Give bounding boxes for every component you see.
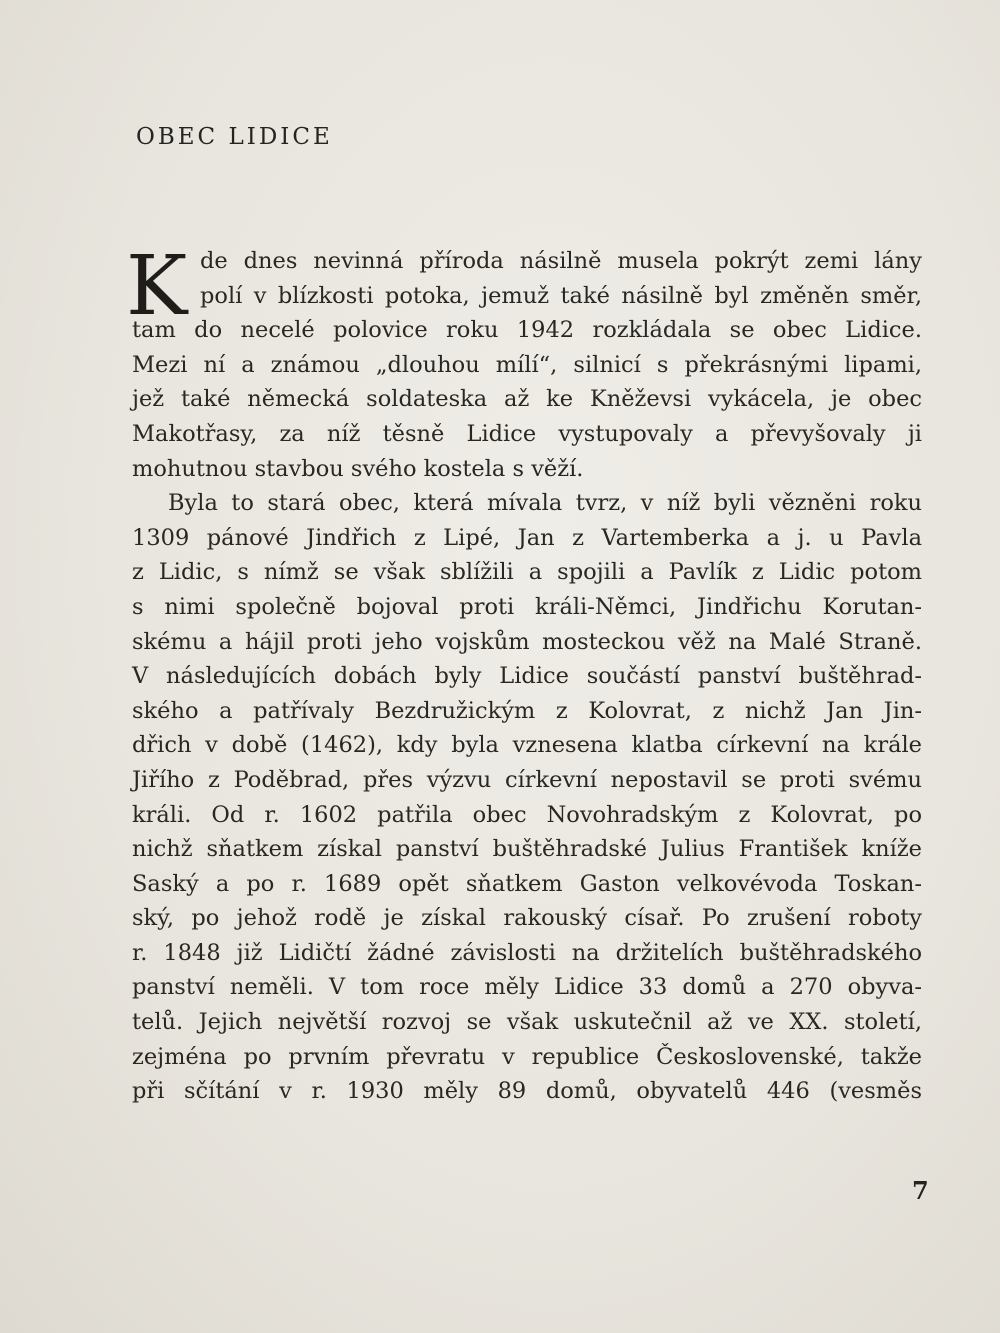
text-line: skému a hájil proti jeho vojskům mosteckou věž na Malé Straně.	[132, 628, 922, 655]
text-line: Jiřího z Poděbrad, přes výzvu církevní nepostavil se proti svému	[132, 766, 922, 793]
text-line: nichž sňatkem získal panství buštěhradské Julius František kníže	[132, 836, 922, 863]
paragraph-1	[132, 244, 922, 486]
text-line: 1309 pánové Jindřich z Lipé, Jan z Vartemberka a j. u Pavla	[132, 524, 922, 551]
body-text	[126, 239, 922, 1109]
text-line: tam do necelé polovice roku 1942 rozkládala se obec Lidice.	[132, 317, 922, 344]
text-line: z Lidic, s nímž se však sblížili a spojili a Pavlík z Lidic potom	[132, 559, 922, 586]
text-line: dřich v době (1462), kdy byla vznesena klatba církevní na krále	[132, 732, 922, 759]
drop-cap: K	[126, 239, 188, 334]
text-line: polí v blízkosti potoka, jemuž také násilně byl změněn směr,	[200, 282, 922, 309]
text-line: králi. Od r. 1602 patřila obec Novohradským z Kolovrat, po	[132, 801, 922, 828]
text-line: Saský a po r. 1689 opět sňatkem Gaston velkovévoda Toskan-	[132, 870, 922, 897]
text-line: r. 1848 již Lidičtí žádné závislosti na držitelích buštěhradského	[132, 939, 922, 966]
text-line: de dnes nevinná příroda násilně musela pokrýt zemi lány	[200, 248, 922, 274]
text-line: telů. Jejich největší rozvoj se však uskutečnil až ve XX. století,	[132, 1009, 922, 1036]
text-line: Makotřasy, za níž těsně Lidice vystupovaly a převyšovaly ji	[132, 420, 922, 447]
text-line: s nimi společně bojoval proti králi-Němci, Jindřichu Korutan-	[132, 593, 922, 620]
text-line: zejména po prvním převratu v republice Československé, takže	[132, 1043, 922, 1070]
text-line: Byla to stará obec, která mívala tvrz, v níž byli vězněni roku	[168, 490, 922, 517]
text-line: při sčítání v r. 1930 měly 89 domů, obyvatelů 446 (vesměs	[132, 1078, 922, 1105]
text-line: ského a patřívaly Bezdružickým z Kolovrat, z nichž Jan Jin-	[132, 697, 922, 724]
text-line: ský, po jehož rodě je získal rakouský císař. Po zrušení roboty	[132, 905, 922, 932]
text-line: Mezi ní a známou „dlouhou mílí“, silnicí s překrásnými lipami,	[132, 351, 922, 378]
text-line: panství neměli. V tom roce měly Lidice 33 domů a 270 obyva-	[132, 974, 922, 1001]
text-line: jež také německá soldateska až ke Kněževsi vykácela, je obec	[132, 386, 922, 413]
text-line: mohutnou stavbou svého kostela s věží.	[132, 455, 584, 482]
paragraph-2	[132, 486, 922, 1109]
page-number: 7	[912, 1176, 929, 1205]
chapter-title: OBEC LIDICE	[136, 124, 333, 150]
text-line: V následujících dobách byly Lidice součástí panství buštěhrad-	[132, 663, 922, 690]
